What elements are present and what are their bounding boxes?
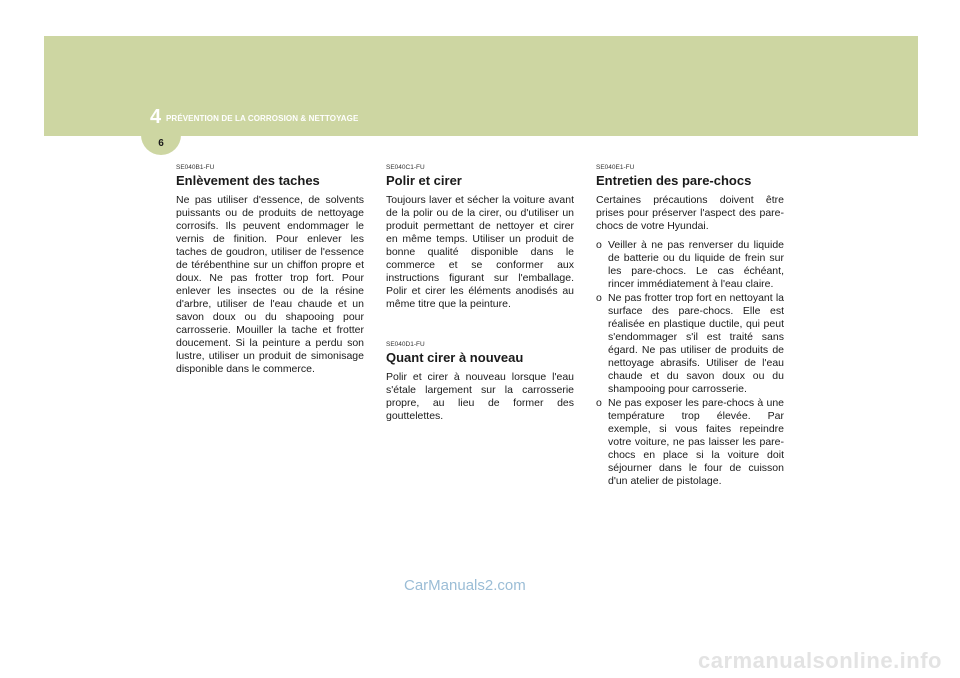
section-polish-wax [386, 164, 574, 311]
bullet-marker: o [596, 397, 602, 409]
section-body: Toujours laver et sécher la voiture avant de la polir ou de la cirer, ou d'utiliser un produit permettant de nettoyer et cirer en même temps. Utiliser un produit de bonne qualité disponible dans le commerce et se conformer aux instructions figurant sur l'emballage. Polir et cirer les éléments anodisés au même titre que la peinture. [386, 194, 574, 310]
section-rewax [386, 341, 574, 423]
list-item [596, 239, 784, 291]
section-code: SE040E1-FU [596, 164, 635, 171]
page-number: 6 [158, 138, 164, 149]
section-code: SE040B1-FU [176, 164, 215, 171]
section-heading: Entretien des pare-chocs [596, 173, 752, 188]
section-body: Polir et cirer à nouveau lorsque l'eau s'étale largement sur la carrosserie propre, au lieu de former des gouttelettes. [386, 371, 574, 422]
chapter-title: PRÉVENTION DE LA CORROSION & NETTOYAGE [166, 114, 359, 123]
bumper-care-list [596, 239, 784, 488]
section-heading: Polir et cirer [386, 173, 462, 188]
section-body: Certaines précautions doivent être prises pour préserver l'aspect des pare-chocs de votre Hyundai. [596, 194, 784, 232]
page-number-tab [141, 135, 181, 155]
watermark-link[interactable]: CarManuals2.com [404, 577, 526, 594]
chapter-number: 4 [150, 106, 162, 128]
section-heading: Quant cirer à nouveau [386, 350, 524, 365]
bullet-marker: o [596, 239, 602, 251]
list-item [596, 397, 784, 488]
section-code: SE040C1-FU [386, 164, 425, 171]
footer-watermark: carmanualsonline.info [698, 648, 942, 673]
section-body: Ne pas utiliser d'essence, de solvents puissants ou de produits de nettoyage corrosifs. Ils peuvent endommager le vernis de finition. Pour enlever les taches de goudron, utiliser de l'essence de térébenthine sur un chiffon propre et doux. Ne pas frotter trop fort. Pour enlever les insectes ou de la résine d'arbre, utiliser de l'eau chaude et un savon doux ou du shapooing pour carrosserie. Mouiller la tache et frotter doucement. Si la peinture a perdu son lustre, utiliser un produit de simonisage disponible dans le commerce. [176, 194, 364, 375]
section-stain-removal [176, 164, 364, 376]
section-heading: Enlèvement des taches [176, 173, 320, 188]
list-item [596, 292, 784, 396]
list-item-text: Ne pas exposer les pare-chocs à une température trop élevée. Par exemple, si vous faites repeindre votre voiture, ne pas laisser les pare-chocs en place si la voiture doit séjourner dans le four de cuisson d'un atelier de pistolage. [608, 397, 784, 487]
bullet-marker: o [596, 292, 602, 304]
section-code: SE040D1-FU [386, 341, 425, 348]
list-item-text: Veiller à ne pas renverser du liquide de batterie ou du liquide de frein sur les pare-chocs. Le cas échéant, rincer immédiatement à l'eau claire. [608, 239, 784, 290]
section-bumper-care [596, 164, 784, 489]
list-item-text: Ne pas frotter trop fort en nettoyant la surface des pare-chocs. Elle est réalisée en plastique ductile, qui peut s'endommager s'il est traité sans égard. Ne pas utiliser de produits de nettoyage abrasifs. Utiliser de l'eau chaude et du savon doux ou du shampooing pour carrosserie. [608, 292, 784, 395]
